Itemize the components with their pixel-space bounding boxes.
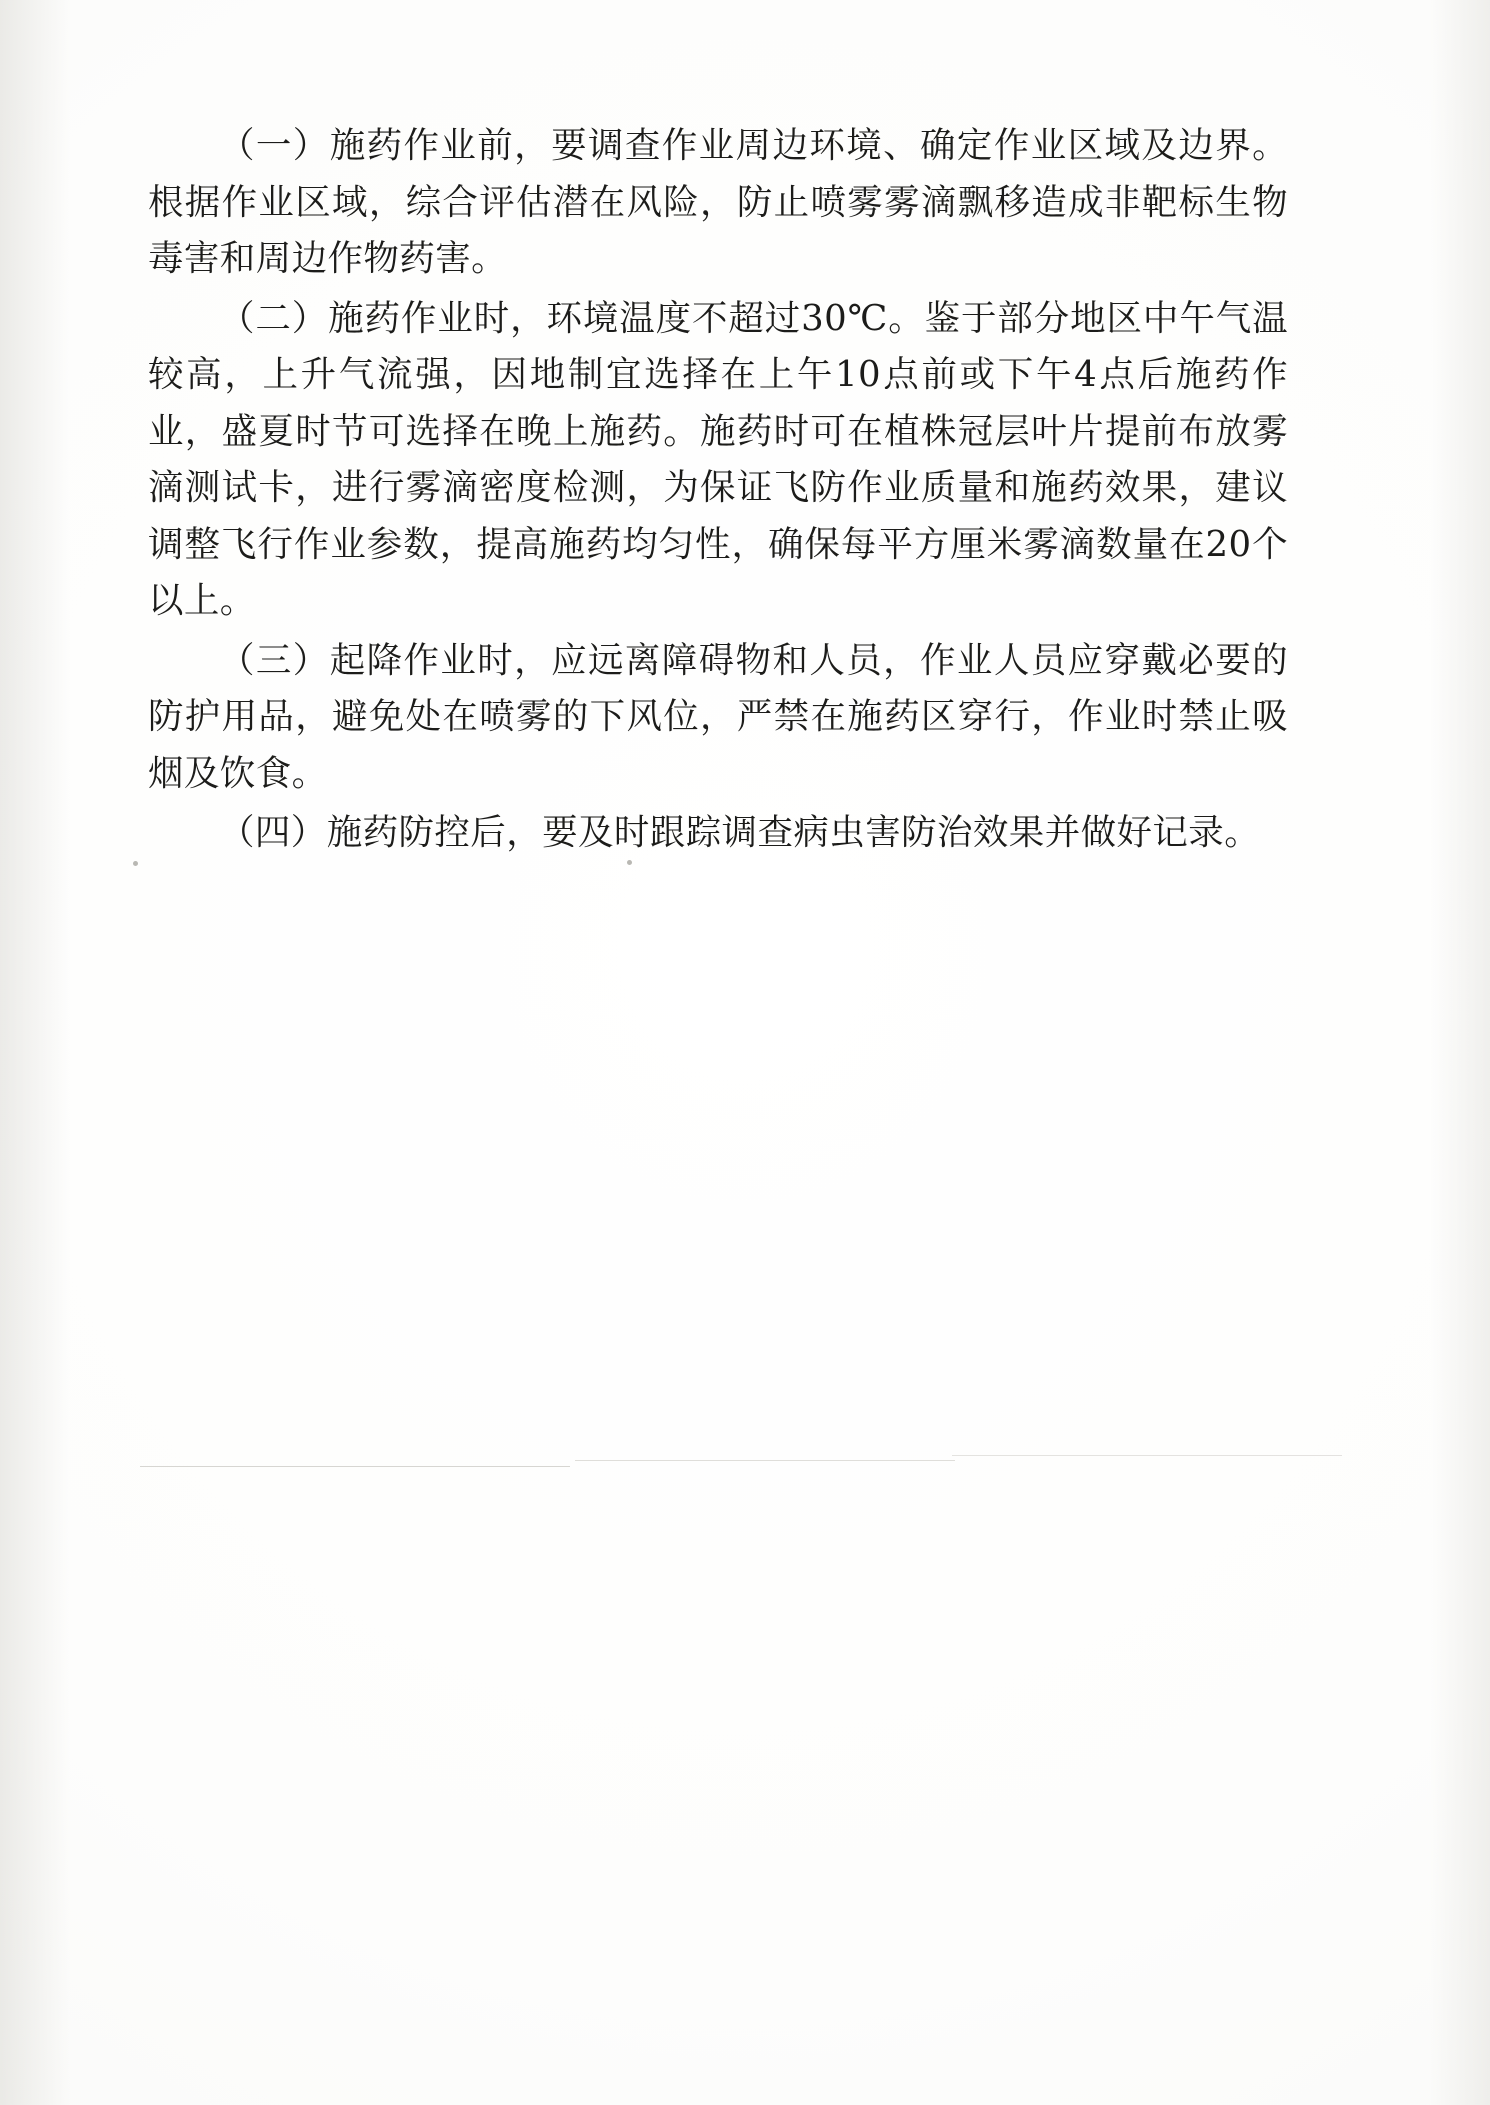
scan-edge-line (140, 1466, 570, 1467)
paragraph-3: （三）起降作业时，应远离障碍物和人员，作业人员应穿戴必要的防护用品，避免处在喷雾的下风位，严禁在施药区穿行，作业时禁止吸烟及饮食。 (148, 639, 1288, 794)
scan-edge-line (575, 1460, 955, 1461)
scan-speck (627, 860, 632, 865)
paragraph-2: （二）施药作业时，环境温度不超过30℃。鉴于部分地区中午气温较高，上升气流强，因地制宜选择在上午10点前或下午4点后施药作业，盛夏时节可选择在晚上施药。施药时可在植株冠层叶片提前布放雾滴测试卡，进行雾滴密度检测，为保证飞防作业质量和施药效果，建议调整飞行作业参数，提高施药均匀性，确保每平方厘米雾滴数量在20个以上。 (148, 297, 1288, 621)
paragraph-4: （四）施药防控后，要及时跟踪调查病虫害防治效果并做好记录。 (219, 812, 1261, 853)
scan-speck (133, 861, 138, 866)
scan-edge-line (952, 1455, 1342, 1456)
document-body (148, 118, 1288, 865)
paragraph-1: （一）施药作业前，要调查作业周边环境、确定作业区域及边界。根据作业区域，综合评估潜在风险，防止喷雾雾滴飘移造成非靶标生物毒害和周边作物药害。 (148, 125, 1288, 279)
